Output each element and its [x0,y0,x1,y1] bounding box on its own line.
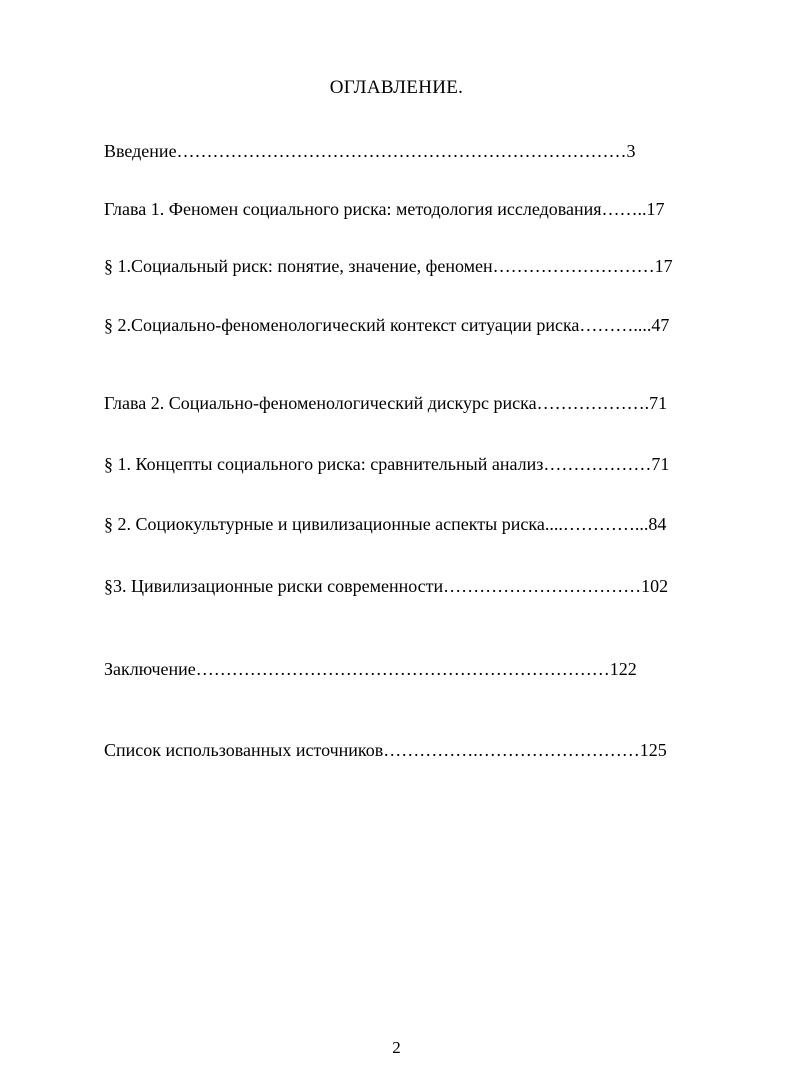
toc-entry-chapter-2-section-1: § 1. Концепты социального риска: сравнительный анализ………………71 [104,454,670,474]
toc-entry-chapter-2: Глава 2. Социально-феноменологический дискурс риска……………….71 [104,393,668,413]
page-number: 2 [392,1038,401,1057]
toc-entry-references: Список использованных источников…………….………………………125 [104,740,667,760]
toc-entry-chapter-2-section-2: § 2. Социокультурные и цивилизационные аспекты риска....…………...84 [104,514,667,534]
toc-entry-conclusion: Заключение……………………………………………………………122 [104,659,637,679]
page-title: ОГЛАВЛЕНИЕ. [329,77,464,98]
toc-entry-chapter-1-section-1: § 1.Социальный риск: понятие, значение, феномен………………………17 [104,256,673,276]
toc-entry-introduction: Введение…………………………………………………………………3 [104,141,636,161]
toc-entry-chapter-1: Глава 1. Феномен социального риска: методология исследования……..17 [104,199,665,219]
toc-entry-chapter-1-section-2: § 2.Социально-феноменологический контекст ситуации риска………....47 [104,315,670,335]
toc-entry-chapter-2-section-3: §3. Цивилизационные риски современности……………………………102 [104,576,669,596]
